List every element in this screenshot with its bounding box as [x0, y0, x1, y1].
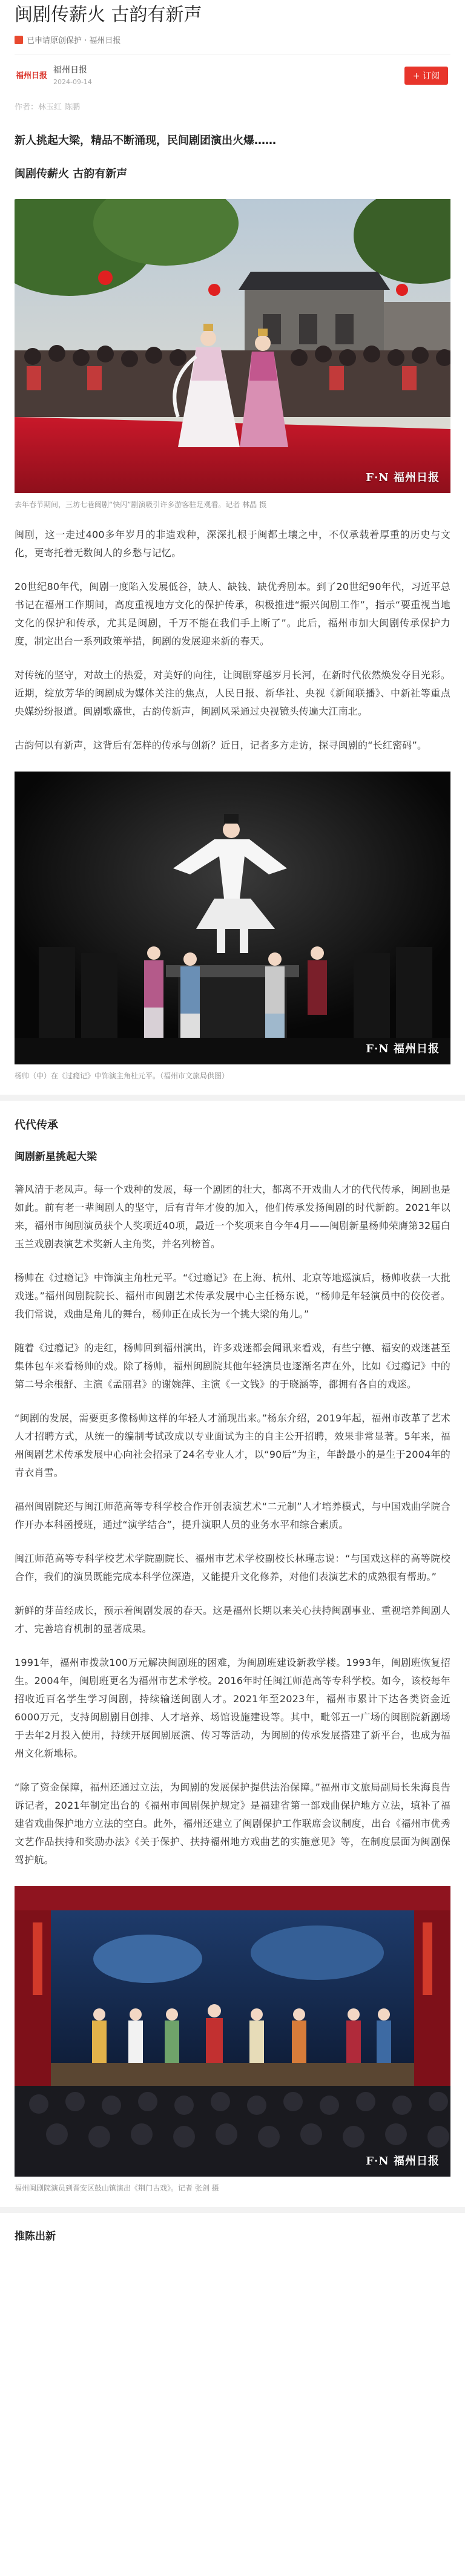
subsection-heading: 闽剧新星挑起大梁	[15, 1151, 97, 1163]
paragraph: 20世纪80年代，闽剧一度陷入发展低谷，缺人、缺钱、缺优秀剧本。到了20世纪90年代，习近平总书记在福州工作期间，高度重视地方文化的保护传承，积极推进“振兴闽剧工作”，指示“要重视当地文化的保护和传承，尤其是闽剧，千万不能在我们手上断了”。此后，福州市加大闽剧传承保护力度，制定出台一系列政策举措，闽剧的发展迎来新的春天。	[15, 581, 450, 647]
section-heading: 代代传承	[15, 1119, 58, 1132]
paragraph: 对传统的坚守，对故土的热爱，对美好的向往，让闽剧穿越岁月长河，在新时代依然焕发夺目光彩。近期，绽放芳华的闽剧成为媒体关注的焦点，人民日报、新华社、央视《新闻联播》、中新社等重点央媒纷纷报道。闽剧歌盛世，古韵传新声，闽剧风采通过央视镜头传遍大江南北。	[15, 669, 450, 717]
paragraph: 福州闽剧院还与闽江师范高等专科学校合作开创表演艺术“二元制”人才培养模式，与中国戏曲学院合作开办本科函授班，通过“演学结合”，提升演职人员的业务水平和综合素质。	[15, 1501, 450, 1530]
watermark-logo: F·N 福州日报	[366, 471, 440, 484]
lead-text: 新人挑起大梁，精品不断涌现，民间剧团演出火爆……	[15, 134, 276, 147]
photo-troupe-performance[interactable]	[15, 1886, 450, 2177]
author-line: 作者：林玉红 陈鹏	[15, 103, 81, 112]
section-divider	[0, 1095, 465, 1101]
paragraph: 新鲜的芽苗经成长，预示着闽剧发展的春天。这是福州长期以来关心扶持闽剧事业、重视培养闽剧人才、完善培育机制的显著成果。	[15, 1605, 450, 1634]
shield-icon	[15, 36, 23, 44]
article-title: 闽剧传薪火 古韵有新声	[15, 4, 202, 25]
subsection-heading: 推陈出新	[15, 2230, 56, 2243]
paragraph: “闽剧的发展，需要更多像杨帅这样的年轻人才涌现出来。”杨东介绍，2019年起，福州市改革了艺术人才招聘方式，从统一的编制考试改成以专业面试为主的自主公开招聘，效果非常显著。5年来，福州闽剧艺术传承发展中心向社会招录了24名专业人才，以“90后”为主，年龄最小的是生于2004年的青衣肖雪。	[15, 1412, 450, 1478]
source-bar	[15, 54, 450, 94]
troupe-performance-image	[15, 1886, 450, 2177]
figure-troupe-performance	[15, 1886, 450, 2194]
paragraph: 闽剧，这一走过400多年岁月的非遗戏种，深深扎根于闽都土壤之中，不仅承载着厚重的历史与文化，更寄托着无数闽人的乡愁与记忆。	[15, 529, 450, 559]
source-meta	[53, 64, 92, 86]
publish-date: 2024-09-14	[53, 77, 92, 86]
figure-caption: 杨帅（中）在《过瘾记》中饰演主角杜元平。（福州市文旅局供图）	[15, 1072, 229, 1080]
watermark-logo: F·N 福州日报	[366, 2155, 440, 2168]
photo-street-performance[interactable]	[15, 199, 450, 493]
figure-stage-performance	[15, 772, 450, 1081]
photo-stage-performance[interactable]	[15, 772, 450, 1064]
source-logo[interactable]: 福州日报	[15, 71, 47, 80]
notice-text: 已申请原创保护 · 福州日报	[27, 36, 121, 45]
stage-performance-image	[15, 772, 450, 1064]
section-heading: 闽剧传薪火 古韵有新声	[15, 168, 128, 180]
paragraph: 箸风清于老凤声。每一个戏种的发展，每一个剧团的壮大，都离不开戏曲人才的代代传承，闽剧也是如此。前有老一辈闽剧人的坚守，后有青年才俊的加入，他们传承发扬闽剧的时代新韵。2021年以来，福州市闽剧演员获个人奖项近40项，最近一个奖项来自今年4月——闽剧新星杨帅荣膺第32届白玉兰戏剧表演艺术奖新人主角奖，并名列榜首。	[15, 1184, 450, 1250]
original-notice	[15, 34, 450, 45]
figure-caption: 福州闽剧院演员到晋安区鼓山镇演出《荆门古戏》。记者 张剑 摄	[15, 2184, 219, 2192]
paragraph: “除了资金保障，福州还通过立法，为闽剧的发展保护提供法治保障。”福州市文旅局副局长朱海良告诉记者，2021年制定出台的《福州市闽剧保护规定》是福建省第一部戏曲保护地方立法，填补了福建省戏曲保护地方立法的空白。此外，福州还建立了闽剧保护工作联席会议制度，出台《福州市优秀文艺作品扶持和奖励办法》《关于保护、扶持福州地方戏曲艺的实施意见》等，在制度层面为闽剧保驾护航。	[15, 1781, 450, 1866]
paragraph: 杨帅在《过瘾记》中饰演主角杜元平。“《过瘾记》在上海、杭州、北京等地巡演后，杨帅收获一大批戏迷。”福州闽剧院院长、福州市闽剧艺术传承发展中心主任杨东说，“杨帅是年轻演员中的佼佼者。我们常说，戏曲是角儿的舞台，杨帅正在成长为一个挑大梁的角儿。”	[15, 1272, 450, 1320]
figure-street-performance	[15, 199, 450, 510]
watermark-logo: F·N 福州日报	[366, 1043, 440, 1055]
paragraph: 1991年，福州市拨款100万元解决闽剧班的困难，为闽剧班建设新教学楼。1993年，闽剧班恢复招生。2004年，闽剧班更名为福州市艺术学校。2016年时任闽江师范高等专科学校。如今，该校每年招收近百名学生学习闽剧，持续输送闽剧人才。2021年至2023年，福州市累计下达各类资金近6000万元，支持闽剧剧目创排、人才培养、场馆设施建设等。其中，毗邻五一广场的闽剧院新剧场于去年2月投入使用，持续开展闽剧展演、传习等活动，为闽剧的传承发展搭建了新平台，也成为福州文化新地标。	[15, 1657, 450, 1759]
paragraph: 随着《过瘾记》的走红，杨帅回到福州演出，许多戏迷都会闻讯来看戏，有些宁德、福安的戏迷甚至集体包车来看杨帅的戏。除了杨帅，福州闽剧院其他年轻演员也逐渐名声在外，比如《过瘾记》中的第二号余根舒、主演《孟丽君》的谢婉萍、主演《一文钱》的于晓涵等，都拥有各自的戏迷。	[15, 1342, 450, 1390]
paragraph: 古韵何以有新声，这背后有怎样的传承与创新？近日，记者多方走访，探寻闽剧的“长红密码”。	[15, 739, 427, 751]
section-divider	[0, 2207, 465, 2213]
street-performance-image	[15, 199, 450, 493]
subscribe-button[interactable]: + 订阅	[404, 67, 448, 85]
paragraph: 闽江师范高等专科学校艺术学院副院长、福州市艺术学校副校长林瑾志说：“与国戏这样的高等院校合作，我们的演员既能完成本科学位深造，又能提升文化修养，对他们表演艺术的成熟很有帮助。”	[15, 1553, 450, 1582]
figure-caption: 去年春节期间，三坊七巷闽剧“快闪”剧演吸引许多游客驻足观看。记者 林晶 摄	[15, 500, 267, 509]
source-name[interactable]: 福州日报	[53, 65, 87, 75]
